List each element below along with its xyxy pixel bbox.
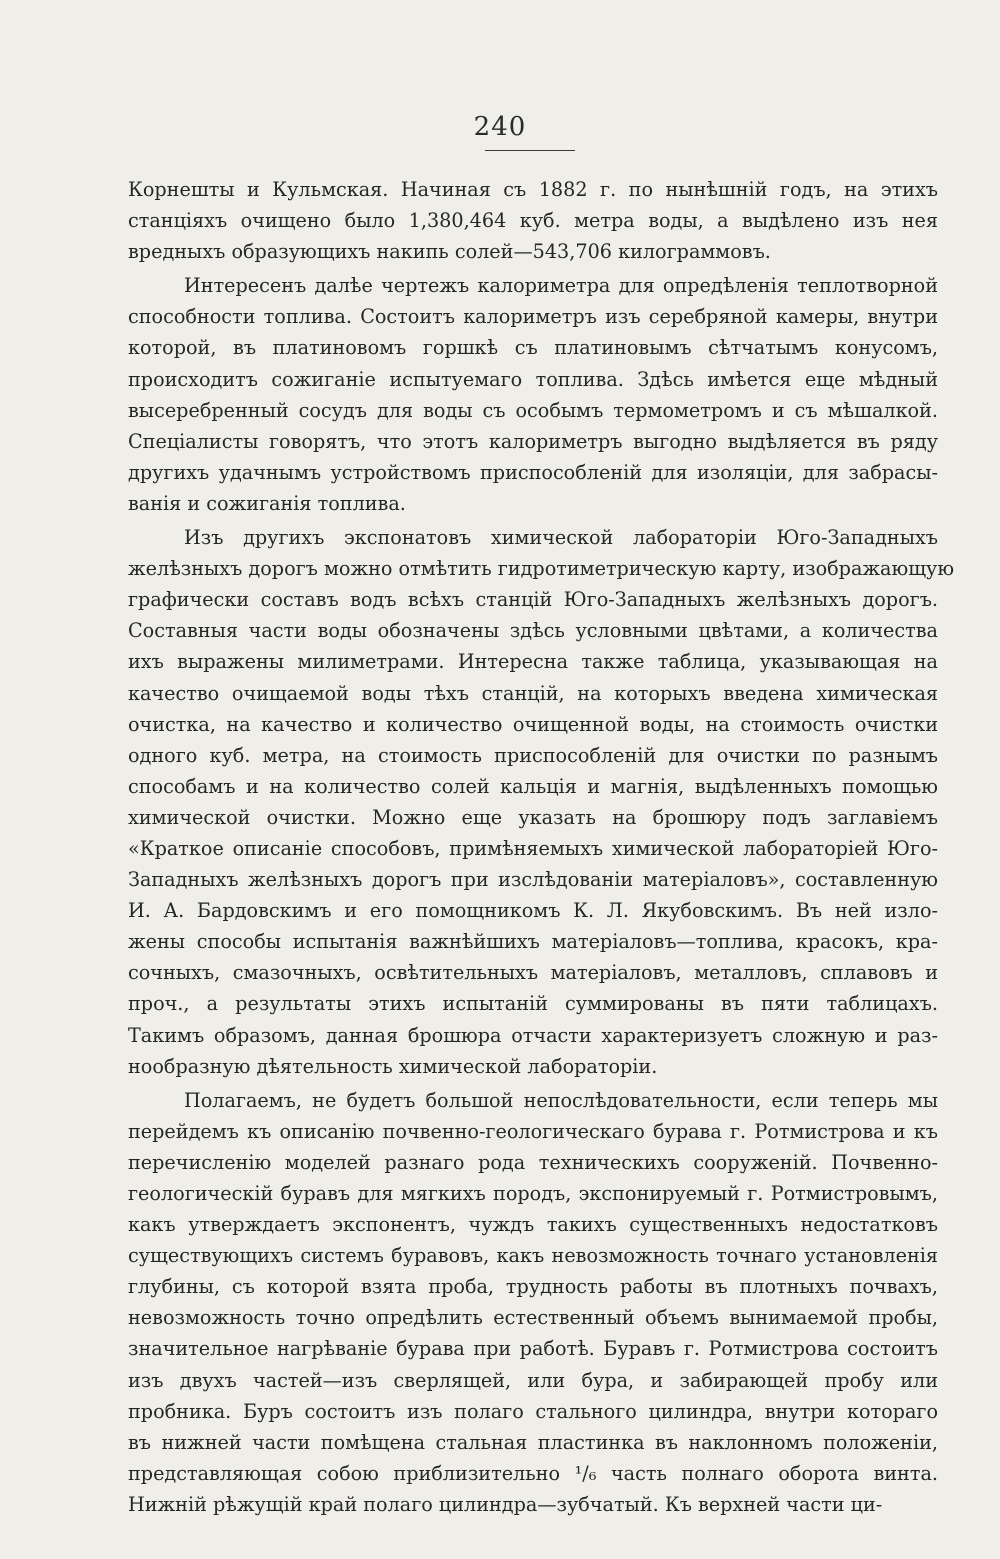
paragraph <box>128 522 955 1082</box>
text-line: очистка, на качество и количество очищенной воды, на стоимость очистки <box>128 712 938 736</box>
text-line: жены способы испытанія важнѣйшихъ матеріаловъ—топлива, красокъ, кра- <box>128 930 938 954</box>
body-text <box>128 174 955 1523</box>
text-line: Корнешты и Кульмская. Начиная съ 1882 г. по нынѣшній годъ, на этихъ <box>128 178 938 201</box>
text-line: качество очищаемой воды тѣхъ станцій, на которыхъ введена химическая <box>128 681 938 705</box>
text-line: способамъ и на количество солей кальція и магнія, выдѣленныхъ помощью <box>128 774 938 798</box>
text-line: желѣзныхъ дорогъ можно отмѣтить гидротиметрическую карту, изображающую <box>128 557 955 581</box>
text-line: которой, въ платиновомъ горшкѣ съ платиновымъ сѣтчатымъ конусомъ, <box>128 336 938 360</box>
text-line: способности топлива. Состоитъ калориметръ изъ серебряной камеры, внутри <box>128 305 938 329</box>
paragraph <box>128 174 938 267</box>
text-line: Нижній рѣжущій край полаго цилиндра—зубчатый. Къ верхней части ци- <box>128 1492 883 1516</box>
text-line: нообразную дѣятельность химической лабораторіи. <box>128 1054 658 1078</box>
text-line: пробника. Буръ состоитъ изъ полаго стального цилиндра, внутри котораго <box>128 1399 938 1423</box>
text-line: невозможность точно опредѣлить естественный объемъ вынимаемой пробы, <box>128 1306 938 1330</box>
text-line: перейдемъ къ описанію почвенно-геологическаго бурава г. Ротмистрова и къ <box>128 1119 938 1143</box>
text-line: ванія и сожиганія топлива. <box>128 491 406 515</box>
text-line: Полагаемъ, не будетъ большой непослѣдовательности, если теперь мы <box>184 1088 938 1112</box>
text-line: проч., а результаты этихъ испытаній суммированы въ пяти таблицахъ. <box>128 992 938 1016</box>
text-line: другихъ удачнымъ устройствомъ приспособленій для изоляціи, для забрасы- <box>128 460 938 484</box>
text-line: изъ двухъ частей—изъ сверлящей, или бура, и забирающей пробу или <box>128 1368 938 1392</box>
text-line: геологическій буравъ для мягкихъ породъ, экспонируемый г. Ротмистровымъ, <box>128 1182 938 1205</box>
paragraph <box>128 270 938 519</box>
text-line: вредныхъ образующихъ накипь солей—543,706 килограммовъ. <box>128 240 771 264</box>
text-line: значительное нагрѣваніе бурава при работѣ. Буравъ г. Ротмистрова состоитъ <box>128 1337 938 1361</box>
text-line: въ нижней части помѣщена стальная пластинка въ наклонномъ положеніи, <box>128 1430 938 1454</box>
text-line: станціяхъ очищено было 1,380,464 куб. метра воды, а выдѣлено изъ нея <box>128 209 938 233</box>
text-line: И. А. Бардовскимъ и его помощникомъ К. Л. Якубовскимъ. Въ ней изло- <box>128 899 938 923</box>
text-line: высеребренный сосудъ для воды съ особымъ термометромъ и съ мѣшалкой. <box>128 398 938 422</box>
text-line: какъ утверждаетъ экспонентъ, чуждъ такихъ существенныхъ недостатковъ <box>128 1213 938 1237</box>
text-line: Западныхъ желѣзныхъ дорогъ при изслѣдованіи матеріаловъ», составленную <box>128 868 938 892</box>
text-line: «Краткое описаніе способовъ, примѣняемыхъ химической лабораторіей Юго- <box>128 836 938 860</box>
text-line: сочныхъ, смазочныхъ, освѣтительныхъ матеріаловъ, металловъ, сплавовъ и <box>128 961 938 985</box>
paragraph <box>128 1085 938 1520</box>
header-rule <box>485 150 575 151</box>
text-line: представляющая собою приблизительно ¹/₆ часть полнаго оборота винта. <box>128 1461 938 1485</box>
text-line: Составныя части воды обозначены здѣсь условными цвѣтами, а количества <box>128 619 938 643</box>
text-line: Такимъ образомъ, данная брошюра отчасти характеризуетъ сложную и раз- <box>128 1023 938 1047</box>
text-line: существующихъ системъ буравовъ, какъ невозможность точнаго установленія <box>128 1244 938 1268</box>
text-line: перечисленію моделей разнаго рода техническихъ сооруженій. Почвенно- <box>128 1150 938 1174</box>
text-line: Спеціалисты говорятъ, что этотъ калориметръ выгодно выдѣляется въ ряду <box>128 429 938 453</box>
text-line: графически составъ водъ всѣхъ станцій Юго-Западныхъ желѣзныхъ дорогъ. <box>128 588 938 612</box>
text-line: Изъ другихъ экспонатовъ химической лабораторіи Юго-Западныхъ <box>184 526 938 550</box>
text-line: Интересенъ далѣе чертежъ калориметра для опредѣленія теплотворной <box>184 274 938 298</box>
text-line: глубины, съ которой взята проба, трудность работы въ плотныхъ почвахъ, <box>128 1275 938 1299</box>
text-line: происходитъ сожиганіе испытуемаго топлива. Здѣсь имѣется еще мѣдный <box>128 367 938 391</box>
text-line: химической очистки. Можно еще указать на брошюру подъ заглавіемъ <box>128 805 938 829</box>
text-line: ихъ выражены милиметрами. Интересна также таблица, указывающая на <box>128 650 938 674</box>
page-number: 240 <box>473 112 527 142</box>
text-line: одного куб. метра, на стоимость приспособленій для очистки по разнымъ <box>128 743 938 767</box>
